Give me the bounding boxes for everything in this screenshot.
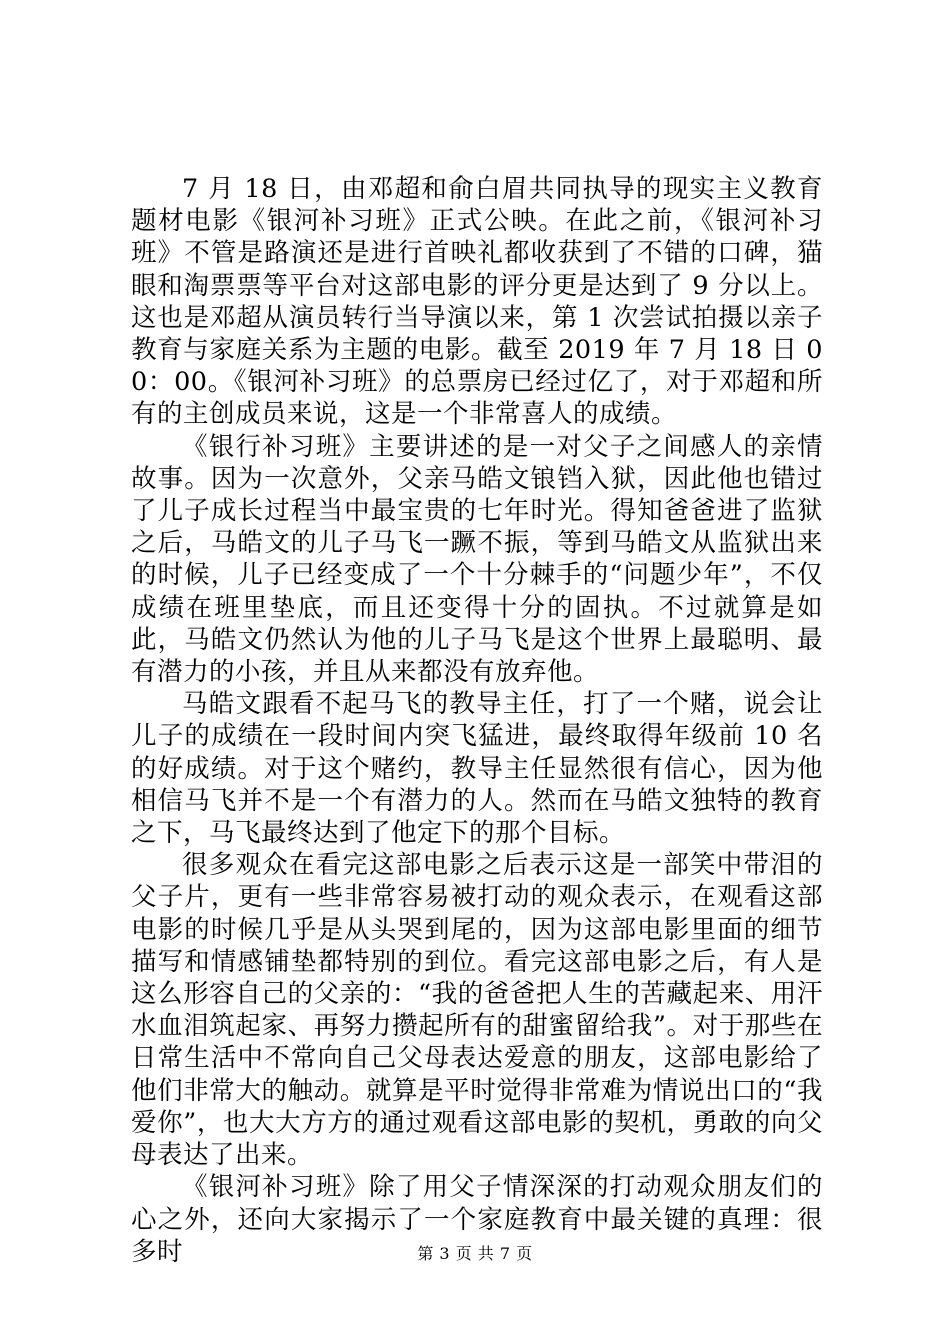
paragraph-2: 《银行补习班》主要讲述的是一对父子之间感人的亲情故事。因为一次意外，父亲马皓文锒铛入狱，因此他也错过了儿子成长过程当中最宝贵的七年时光。得知爸爸进了监狱之后，马皓文的儿子马飞一蹶不振，等到马皓文从监狱出来的时候，儿子已经变成了一个十分棘手的“问题少年”，不仅成绩在班里垫底，而且还变得十分的固执。不过就算是如此，马皓文仍然认为他的儿子马飞是这个世界上最聪明、最有潜力的小孩，并且从来都没有放弃他。 (131, 431, 823, 688)
paragraph-1: 7 月 18 日，由邓超和俞白眉共同执导的现实主义教育题材电影《银河补习班》正式公映。在此之前，《银河补习班》不管是路演还是进行首映礼都收获到了不错的口碑，猫眼和淘票票等平台对这部电影的评分更是达到了 9 分以上。这也是邓超从演员转行当导演以来，第 1 次尝试拍摄以亲子教育与家庭关系为主题的电影。截至 2019 年 7 月 18 日 00：00。《银河补习班》的总票房已经过亿了，对于邓超和所有的主创成员来说，这是一个非常喜人的成绩。 (131, 174, 823, 430)
paragraph-5: 《银河补习班》除了用父子情深深的打动观众朋友们的心之外，还向大家揭示了一个家庭教育中最关键的真理：很多时 (131, 1172, 823, 1267)
article-body (131, 173, 823, 1268)
page-number-footer: 第 3 页 共 7 页 (417, 1244, 533, 1263)
paragraph-4: 很多观众在看完这部电影之后表示这是一部笑中带泪的父子片，更有一些非常容易被打动的观众表示，在观看这部电影的时候几乎是从头哭到尾的，因为这部电影里面的细节描写和情感铺垫都特别的到位。看完这部电影之后，有人是这么形容自己的父亲的：“我的爸爸把人生的苦藏起来、用汗水血泪筑起家、再努力攒起所有的甜蜜留给我”。对于那些在日常生活中不常向自己父母表达爱意的朋友，这部电影给了他们非常大的触动。就算是平时觉得非常难为情说出口的“我爱你”，也大大方方的通过观看这部电影的契机，勇敢的向父母表达了出来。 (131, 850, 823, 1171)
paragraph-3: 马皓文跟看不起马飞的教导主任，打了一个赌，说会让儿子的成绩在一段时间内突飞猛进，最终取得年级前 10 名的好成绩。对于这个赌约，教导主任显然很有信心，因为他相信马飞并不是一个有潜力的人。然而在马皓文独特的教育之下，马飞最终达到了他定下的那个目标。 (131, 689, 823, 849)
